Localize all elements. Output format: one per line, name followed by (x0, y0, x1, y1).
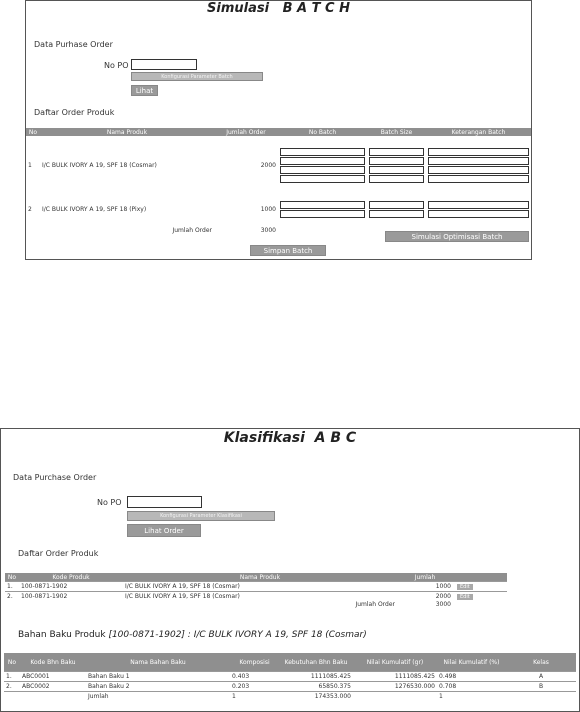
abc-section-po: Data Purchase Order (13, 473, 97, 482)
batch-section-po: Data Purhase Order (34, 40, 113, 49)
no-batch-input[interactable] (280, 210, 365, 218)
bb-col-komposisi: Komposisi (230, 653, 279, 672)
row-nama: I/C BULK IVORY A 19, SPF 18 (Cosmar) (123, 592, 397, 602)
abc-lihat-order-button[interactable]: Lihat Order (127, 524, 201, 537)
batch-col-keterangan: Keterangan Batch (426, 128, 531, 136)
batch-no-po-input[interactable] (131, 59, 197, 70)
keterangan-input[interactable] (428, 166, 529, 174)
batch-size-input[interactable] (369, 175, 424, 183)
row-nama: I/C BULK IVORY A 19, SPF 18 (Pixy) (42, 205, 147, 213)
no-batch-input[interactable] (280, 175, 365, 183)
total-label: Jumlah Order (172, 226, 212, 234)
batch-size-cell (367, 136, 426, 194)
row-no: 2. (5, 592, 19, 602)
row-kode: ABC0001 (20, 672, 86, 682)
table-row (26, 194, 531, 224)
batch-section-orders: Daftar Order Produk (34, 108, 115, 117)
edit-button[interactable]: Edit (457, 594, 473, 600)
batch-lihat-button[interactable]: Lihat (131, 85, 158, 96)
keterangan-input[interactable] (428, 201, 529, 209)
abc-no-po-label: No PO (97, 498, 122, 507)
row-no: 2. (4, 682, 20, 692)
no-batch-input[interactable] (280, 166, 365, 174)
row-kebutuhan: 65850.375 (279, 682, 353, 692)
row-no: 2 (28, 205, 32, 213)
batch-col-nama: Nama Produk (40, 128, 214, 136)
table-row (4, 682, 576, 692)
total-value: 3000 (435, 601, 451, 608)
row-kelas: B (506, 682, 576, 692)
no-batch-cell (278, 136, 367, 194)
batch-size-cell (367, 194, 426, 224)
row-nama: Bahan Baku 2 (86, 682, 230, 692)
bb-col-no: No (4, 653, 20, 672)
row-kelas: A (506, 672, 576, 682)
bb-col-nama: Nama Bahan Baku (86, 653, 230, 672)
bb-col-kebutuhan: Kebutuhan Bhn Baku (279, 653, 353, 672)
batch-title: Simulasi B A T C H (207, 1, 350, 16)
no-batch-input[interactable] (280, 148, 365, 156)
batch-no-po-label: No PO (104, 61, 129, 70)
batch-col-jumlah: Jumlah Order (214, 128, 278, 136)
row-komposisi: 0.403 (230, 672, 279, 682)
abc-col-jumlah: Jumlah (397, 573, 453, 582)
total-label: Jumlah Order (355, 601, 395, 608)
table-row (26, 136, 531, 194)
keterangan-cell (426, 136, 531, 194)
row-kode: 100-0871-1902 (19, 582, 123, 592)
abc-title: Klasifikasi A B C (223, 430, 357, 446)
row-jumlah: 1000 (260, 205, 276, 213)
simulasi-optimisasi-button[interactable]: Simulasi Optimisasi Batch (385, 231, 529, 242)
table-row (4, 672, 576, 682)
row-nilai-pct: 0.498 (437, 672, 506, 682)
keterangan-cell (426, 194, 531, 224)
total-komposisi: 1 (230, 692, 279, 702)
keterangan-input[interactable] (428, 210, 529, 218)
batch-size-input[interactable] (369, 157, 424, 165)
keterangan-input[interactable] (428, 148, 529, 156)
abc-no-po-input[interactable] (127, 496, 202, 508)
simpan-batch-button[interactable]: Simpan Batch (250, 245, 326, 256)
abc-col-nama: Nama Produk (123, 573, 397, 582)
row-kode: 100-0871-1902 (19, 592, 123, 602)
batch-col-batchsize: Batch Size (367, 128, 426, 136)
bb-col-kode: Kode Bhn Baku (20, 653, 86, 672)
row-nama: I/C BULK IVORY A 19, SPF 18 (Cosmar) (123, 582, 397, 592)
no-batch-input[interactable] (280, 201, 365, 209)
abc-section-orders: Daftar Order Produk (18, 549, 99, 558)
row-jumlah: 2000 (260, 161, 276, 169)
abc-col-no: No (5, 573, 19, 582)
row-nilai-gr: 1111085.425 (353, 672, 437, 682)
row-nilai-pct: 0.708 (437, 682, 506, 692)
batch-col-nobatch: No Batch (278, 128, 367, 136)
row-kode: ABC0002 (20, 682, 86, 692)
abc-orders-table (5, 573, 507, 608)
bahan-baku-table (4, 653, 576, 701)
total-label: Jumlah (86, 692, 230, 702)
row-jumlah: 1000 (397, 582, 453, 592)
edit-button[interactable]: Edit (457, 584, 473, 590)
abc-panel (0, 428, 580, 712)
row-nama: I/C BULK IVORY A 19, SPF 18 (Cosmar) (42, 161, 157, 169)
bb-col-kelas: Kelas (506, 653, 576, 672)
row-no: 1 (28, 161, 32, 169)
batch-size-input[interactable] (369, 148, 424, 156)
table-row (5, 592, 507, 602)
total-kebutuhan: 174353.000 (279, 692, 353, 702)
batch-panel (25, 0, 532, 260)
row-nilai-gr: 1276530.000 (353, 682, 437, 692)
total-pct: 1 (437, 692, 506, 702)
table-row (5, 582, 507, 592)
row-no: 1. (5, 582, 19, 592)
keterangan-input[interactable] (428, 157, 529, 165)
batch-size-input[interactable] (369, 210, 424, 218)
no-batch-cell (278, 194, 367, 224)
row-jumlah: 2000 (397, 592, 453, 602)
bahan-baku-title (18, 630, 367, 640)
bahan-baku-title-label: Bahan Baku Produk (18, 630, 109, 640)
bb-col-nilai-pct: Nilai Kumulatif (%) (437, 653, 506, 672)
batch-orders-table (26, 128, 531, 236)
row-nama: Bahan Baku 1 (86, 672, 230, 682)
batch-col-no: No (26, 128, 40, 136)
batch-size-input[interactable] (369, 166, 424, 174)
bb-col-nilai-gr: Nilai Kumulatif (gr) (353, 653, 437, 672)
no-batch-input[interactable] (280, 157, 365, 165)
batch-config-button[interactable]: Konfigurasi Parameter Batch (131, 72, 263, 81)
keterangan-input[interactable] (428, 175, 529, 183)
batch-size-input[interactable] (369, 201, 424, 209)
total-row (5, 601, 507, 608)
abc-col-kode: Kode Produk (19, 573, 123, 582)
total-value: 3000 (260, 226, 276, 234)
total-row (4, 692, 576, 702)
bahan-baku-title-detail: [100-0871-1902] : I/C BULK IVORY A 19, SPF 18 (Cosmar) (108, 630, 367, 640)
row-no: 1. (4, 672, 20, 682)
row-komposisi: 0.203 (230, 682, 279, 692)
row-kebutuhan: 1111085.425 (279, 672, 353, 682)
abc-config-button[interactable]: Konfigurasi Parameter Klasifikasi (127, 511, 275, 521)
